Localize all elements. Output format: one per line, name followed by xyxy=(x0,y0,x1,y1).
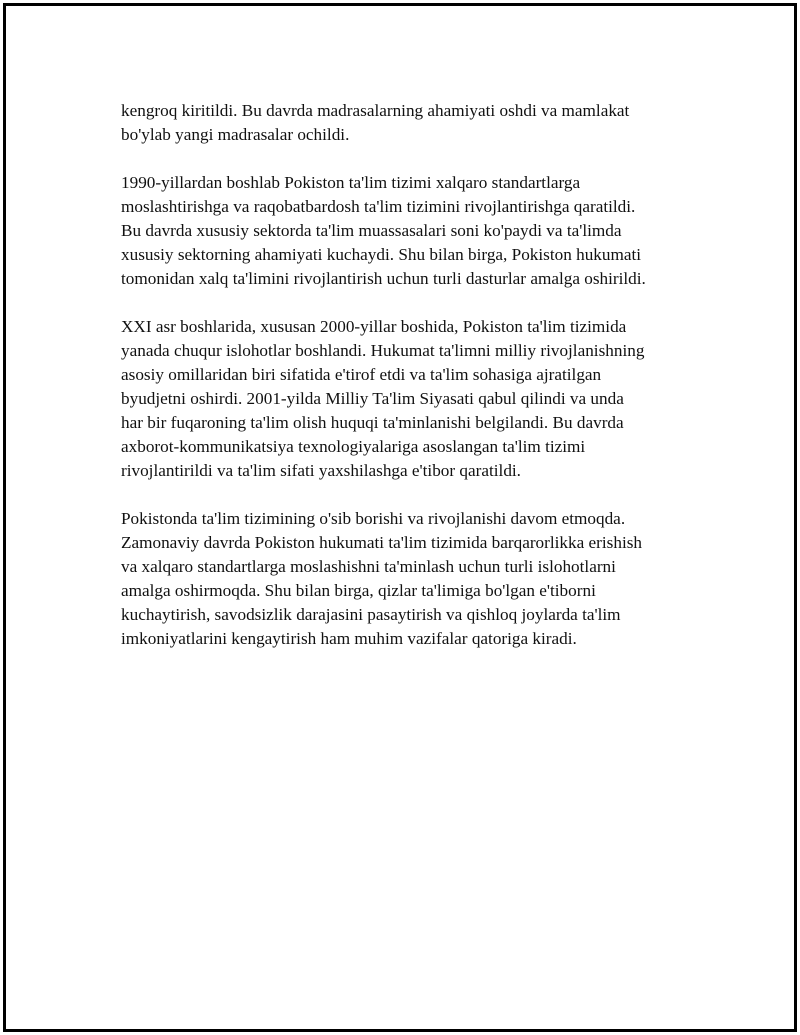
text-line: yanada chuqur islohotlar boshlandi. Hukumat ta'limni milliy rivojlanishning xyxy=(121,341,645,360)
text-line: Pokistonda ta'lim tizimining o'sib borishi va rivojlanishi davom etmoqda. xyxy=(121,509,626,528)
text-line: Bu davrda xususiy sektorda ta'lim muassasalari soni ko'paydi va ta'limda xyxy=(121,221,622,240)
paragraph-2 xyxy=(121,171,696,291)
text-line: va xalqaro standartlarga moslashishni ta'minlash uchun turli islohotlarni xyxy=(121,557,616,576)
text-line: kengroq kiritildi. Bu davrda madrasalarning ahamiyati oshdi va mamlakat xyxy=(121,101,630,120)
text-line: XXI asr boshlarida, xususan 2000-yillar boshida, Pokiston ta'lim tizimida xyxy=(121,317,627,336)
text-line: byudjetni oshirdi. 2001-yilda Milliy Ta'lim Siyasati qabul qilindi va unda xyxy=(121,389,624,408)
text-line: 1990-yillardan boshlab Pokiston ta'lim tizimi xalqaro standartlarga xyxy=(121,173,581,192)
text-line: rivojlantirildi va ta'lim sifati yaxshilashga e'tibor qaratildi. xyxy=(121,461,521,480)
text-line: moslashtirishga va raqobatbardosh ta'lim tizimini rivojlantirishga qaratildi. xyxy=(121,197,636,216)
text-line: bo'ylab yangi madrasalar ochildi. xyxy=(121,125,350,144)
text-line: amalga oshirmoqda. Shu bilan birga, qizlar ta'limiga bo'lgan e'tiborni xyxy=(121,581,596,600)
text-line: kuchaytirish, savodsizlik darajasini pasaytirish va qishloq joylarda ta'lim xyxy=(121,605,621,624)
text-line: axborot-kommunikatsiya texnologiyalariga asoslangan ta'lim tizimi xyxy=(121,437,586,456)
text-line: imkoniyatlarini kengaytirish ham muhim vazifalar qatoriga kiradi. xyxy=(121,629,577,648)
text-line: asosiy omillaridan biri sifatida e'tirof etdi va ta'lim sohasiga ajratilgan xyxy=(121,365,602,384)
text-line: har bir fuqaroning ta'lim olish huquqi ta'minlanishi belgilandi. Bu davrda xyxy=(121,413,624,432)
page-frame xyxy=(3,3,797,1032)
text-line: Zamonaviy davrda Pokiston hukumati ta'lim tizimida barqarorlikka erishish xyxy=(121,533,642,552)
document-body xyxy=(121,99,696,675)
paragraph-4 xyxy=(121,507,696,651)
paragraph-3 xyxy=(121,315,696,483)
text-line: xususiy sektorning ahamiyati kuchaydi. Shu bilan birga, Pokiston hukumati xyxy=(121,245,642,264)
paragraph-1 xyxy=(121,99,696,147)
text-line: tomonidan xalq ta'limini rivojlantirish uchun turli dasturlar amalga oshirildi. xyxy=(121,269,646,288)
